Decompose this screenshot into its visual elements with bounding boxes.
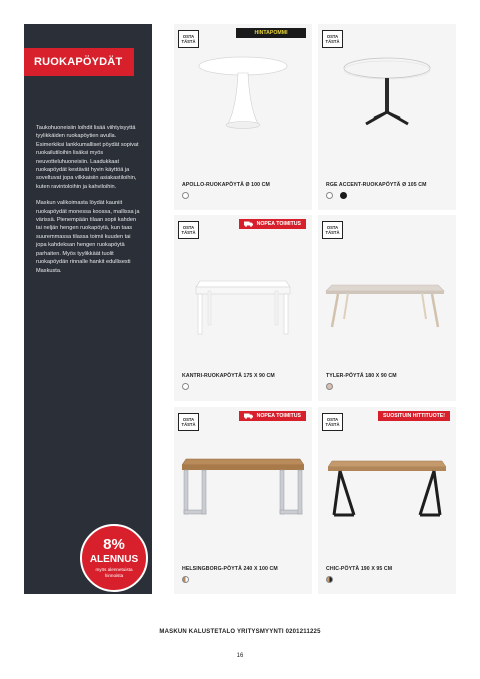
company-footer: MASKUN KALUSTETALO YRITYSMYYNTI 0201211225 bbox=[159, 629, 321, 635]
discount-badge bbox=[80, 524, 148, 592]
buy-here-button[interactable]: OSTA TÄSTÄ bbox=[178, 30, 199, 48]
swatch-white[interactable] bbox=[182, 383, 189, 390]
hintapommi-tag: HINTAPOMMI bbox=[236, 28, 306, 38]
fast-delivery-tag: NOPEA TOIMITUS bbox=[239, 219, 306, 229]
buy-here-button[interactable]: OSTA TÄSTÄ bbox=[322, 30, 343, 48]
buy-here-button[interactable]: OSTA TÄSTÄ bbox=[322, 221, 343, 239]
category-sidebar bbox=[24, 24, 152, 594]
product-card-rge-accent[interactable] bbox=[318, 24, 456, 210]
buy-here-button[interactable]: OSTA TÄSTÄ bbox=[178, 413, 199, 431]
helsingborg-table-image bbox=[174, 433, 312, 543]
chic-table-image bbox=[318, 433, 456, 543]
discount-note: myös alennetuista hinnoista bbox=[95, 567, 133, 578]
color-swatches bbox=[326, 383, 336, 391]
product-name: CHIC-PÖYTÄ 190 X 95 CM bbox=[326, 566, 393, 572]
product-card-kantri[interactable] bbox=[174, 215, 312, 401]
description-paragraph-1: Taukohuoneisiin loihdit lisää viihtyisyyttä tyylikkäiden ruokapöytien avulla. Esimerkiksi lankkumalliset pöydät sopivat ruokailutiloihin lisäksi myös neuvotteluhuoneisiin. Laadukkaat ruokapöydät kestävät hyvin käyttöä ja soveltuvat jopa vilkkaisiin asiakastiloihin, kuten ravintoloihin ja kahviloihin. bbox=[36, 125, 139, 190]
product-name: TYLER-PÖYTÄ 180 X 90 CM bbox=[326, 373, 397, 379]
swatch-oak-black[interactable] bbox=[326, 576, 333, 583]
bestseller-tag: SUOSITUIN HITTITUOTE! bbox=[378, 411, 450, 421]
category-title: RUOKAPÖYDÄT bbox=[24, 48, 134, 76]
swatch-white[interactable] bbox=[182, 192, 189, 199]
color-swatches bbox=[326, 192, 350, 200]
category-description bbox=[36, 124, 142, 283]
product-name: KANTRI-RUOKAPÖYTÄ 175 X 90 CM bbox=[182, 373, 275, 379]
truck-icon bbox=[244, 221, 253, 227]
truck-icon bbox=[244, 413, 253, 419]
color-swatches bbox=[326, 576, 336, 584]
product-name: HELSINGBORG-PÖYTÄ 240 X 100 CM bbox=[182, 566, 278, 572]
swatch-beige[interactable] bbox=[326, 383, 333, 390]
product-card-chic[interactable] bbox=[318, 407, 456, 594]
kantri-table-image bbox=[174, 241, 312, 351]
color-swatches bbox=[182, 192, 192, 200]
description-paragraph-2: Maskun valikoimasta löydät kauniit ruokapöydät monessa koossa, mallissa ja värissä. Pienempään tilaan sopii kahden tai neljän hengen ruokapöytä, kun taas suuremmassa tilassa toimii kuuden tai jopa kahdeksan hengen ruokapöytä parhaiten. Myös tyylikkäät tuolit ruokapöydän rinnalle hankit edullisesti Maskusta. bbox=[36, 200, 140, 274]
page-number: 16 bbox=[236, 653, 244, 659]
product-card-tyler[interactable] bbox=[318, 215, 456, 401]
color-swatches bbox=[182, 576, 192, 584]
product-card-helsingborg[interactable] bbox=[174, 407, 312, 594]
swatch-black[interactable] bbox=[340, 192, 347, 199]
product-card-apollo[interactable] bbox=[174, 24, 312, 210]
swatch-white[interactable] bbox=[326, 192, 333, 199]
buy-here-button[interactable]: OSTA TÄSTÄ bbox=[178, 221, 199, 239]
fast-delivery-tag: NOPEA TOIMITUS bbox=[239, 411, 306, 421]
apollo-table-image bbox=[174, 50, 312, 160]
rge-accent-table-image bbox=[318, 50, 456, 160]
product-name: APOLLO-RUOKAPÖYTÄ Ø 100 CM bbox=[182, 182, 270, 188]
buy-here-button[interactable]: OSTA TÄSTÄ bbox=[322, 413, 343, 431]
color-swatches bbox=[182, 383, 192, 391]
product-name: RGE ACCENT-RUOKAPÖYTÄ Ø 105 CM bbox=[326, 182, 427, 188]
discount-percent: 8% bbox=[103, 536, 125, 553]
tyler-table-image bbox=[318, 241, 456, 351]
discount-word: ALENNUS bbox=[89, 554, 139, 565]
swatch-oak-white[interactable] bbox=[182, 576, 189, 583]
